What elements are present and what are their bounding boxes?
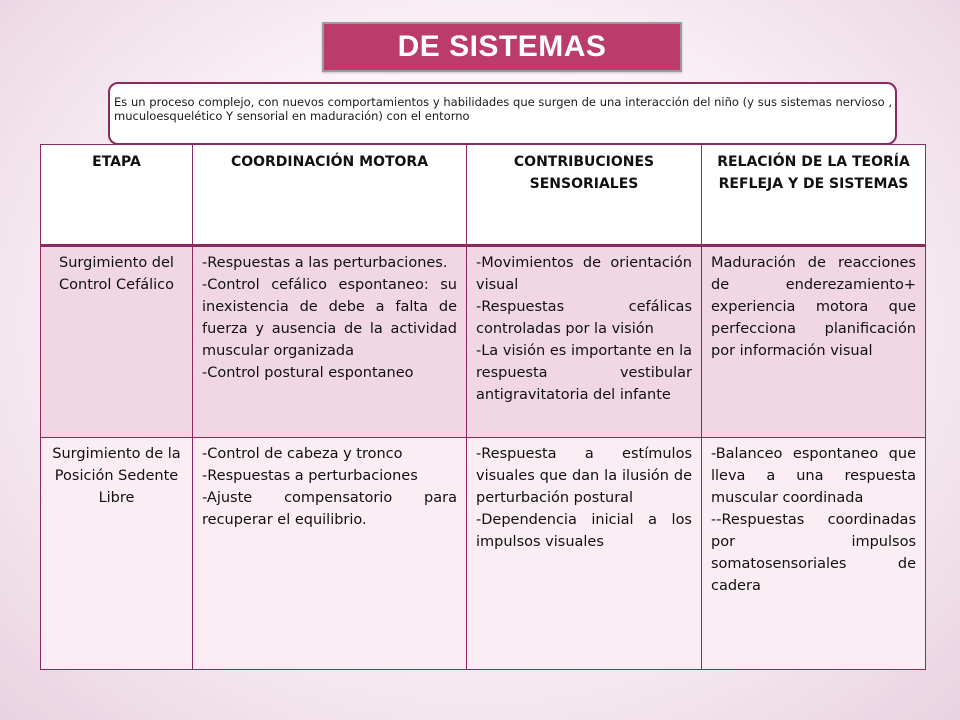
- relation-cell: [702, 438, 926, 670]
- relation-cell: [702, 246, 926, 438]
- sensory-item: -Respuesta a estímulos visuales que dan la ilusión de perturbación postural: [476, 446, 692, 506]
- sensory-item: -La visión es importante en la respuesta vestibular antigravitatoria del infante: [476, 343, 692, 403]
- stage-cell: Surgimiento del Control Cefálico: [41, 246, 193, 438]
- motor-item: -Control de cabeza y tronco: [202, 446, 403, 462]
- table-header-row: [41, 145, 926, 246]
- definition-box: [108, 82, 897, 145]
- stages-table: [40, 144, 926, 670]
- sensory-item: -Respuestas cefálicas controladas por la visión: [476, 299, 692, 337]
- motor-item: -Control cefálico espontaneo: su inexistencia de debe a falta de fuerza y ausencia de la actividad muscular organizada: [202, 277, 457, 359]
- sensory-item: -Dependencia inicial a los impulsos visuales: [476, 512, 692, 550]
- sensory-item: -Movimientos de orientación visual: [476, 255, 692, 293]
- definition-text: Es un proceso complejo, con nuevos comportamientos y habilidades que surgen de una interacción del niño (y sus sistemas nervioso , muculoesquelético Y sensorial en maduración) con el entorno: [114, 95, 892, 123]
- motor-item: -Control postural espontaneo: [202, 365, 414, 381]
- header-relacion-teoria: RELACIÓN DE LA TEORÍA REFLEJA Y DE SISTEMAS: [702, 145, 926, 246]
- sensory-cell: [467, 438, 702, 670]
- relation-item: Maduración de reacciones de enderezamiento+ experiencia motora que perfecciona planificación por información visual: [711, 255, 916, 359]
- relation-item: -Balanceo espontaneo que lleva a una respuesta muscular coordinada: [711, 446, 916, 506]
- sensory-cell: [467, 246, 702, 438]
- header-etapa: ETAPA: [41, 145, 193, 246]
- motor-item: -Ajuste compensatorio para recuperar el equilibrio.: [202, 490, 457, 528]
- relation-item: --Respuestas coordinadas por impulsos somatosensoriales de cadera: [711, 512, 916, 594]
- table-row: [41, 438, 926, 670]
- motor-item: -Respuestas a las perturbaciones.: [202, 255, 448, 271]
- motor-cell: [193, 438, 467, 670]
- page-title: DE SISTEMAS: [322, 22, 682, 72]
- motor-cell: [193, 246, 467, 438]
- table-row: [41, 246, 926, 438]
- header-contribuciones-sensoriales: CONTRIBUCIONES SENSORIALES: [467, 145, 702, 246]
- motor-item: -Respuestas a perturbaciones: [202, 468, 418, 484]
- header-coordinacion-motora: COORDINACIÓN MOTORA: [193, 145, 467, 246]
- stage-cell: Surgimiento de la Posición Sedente Libre: [41, 438, 193, 670]
